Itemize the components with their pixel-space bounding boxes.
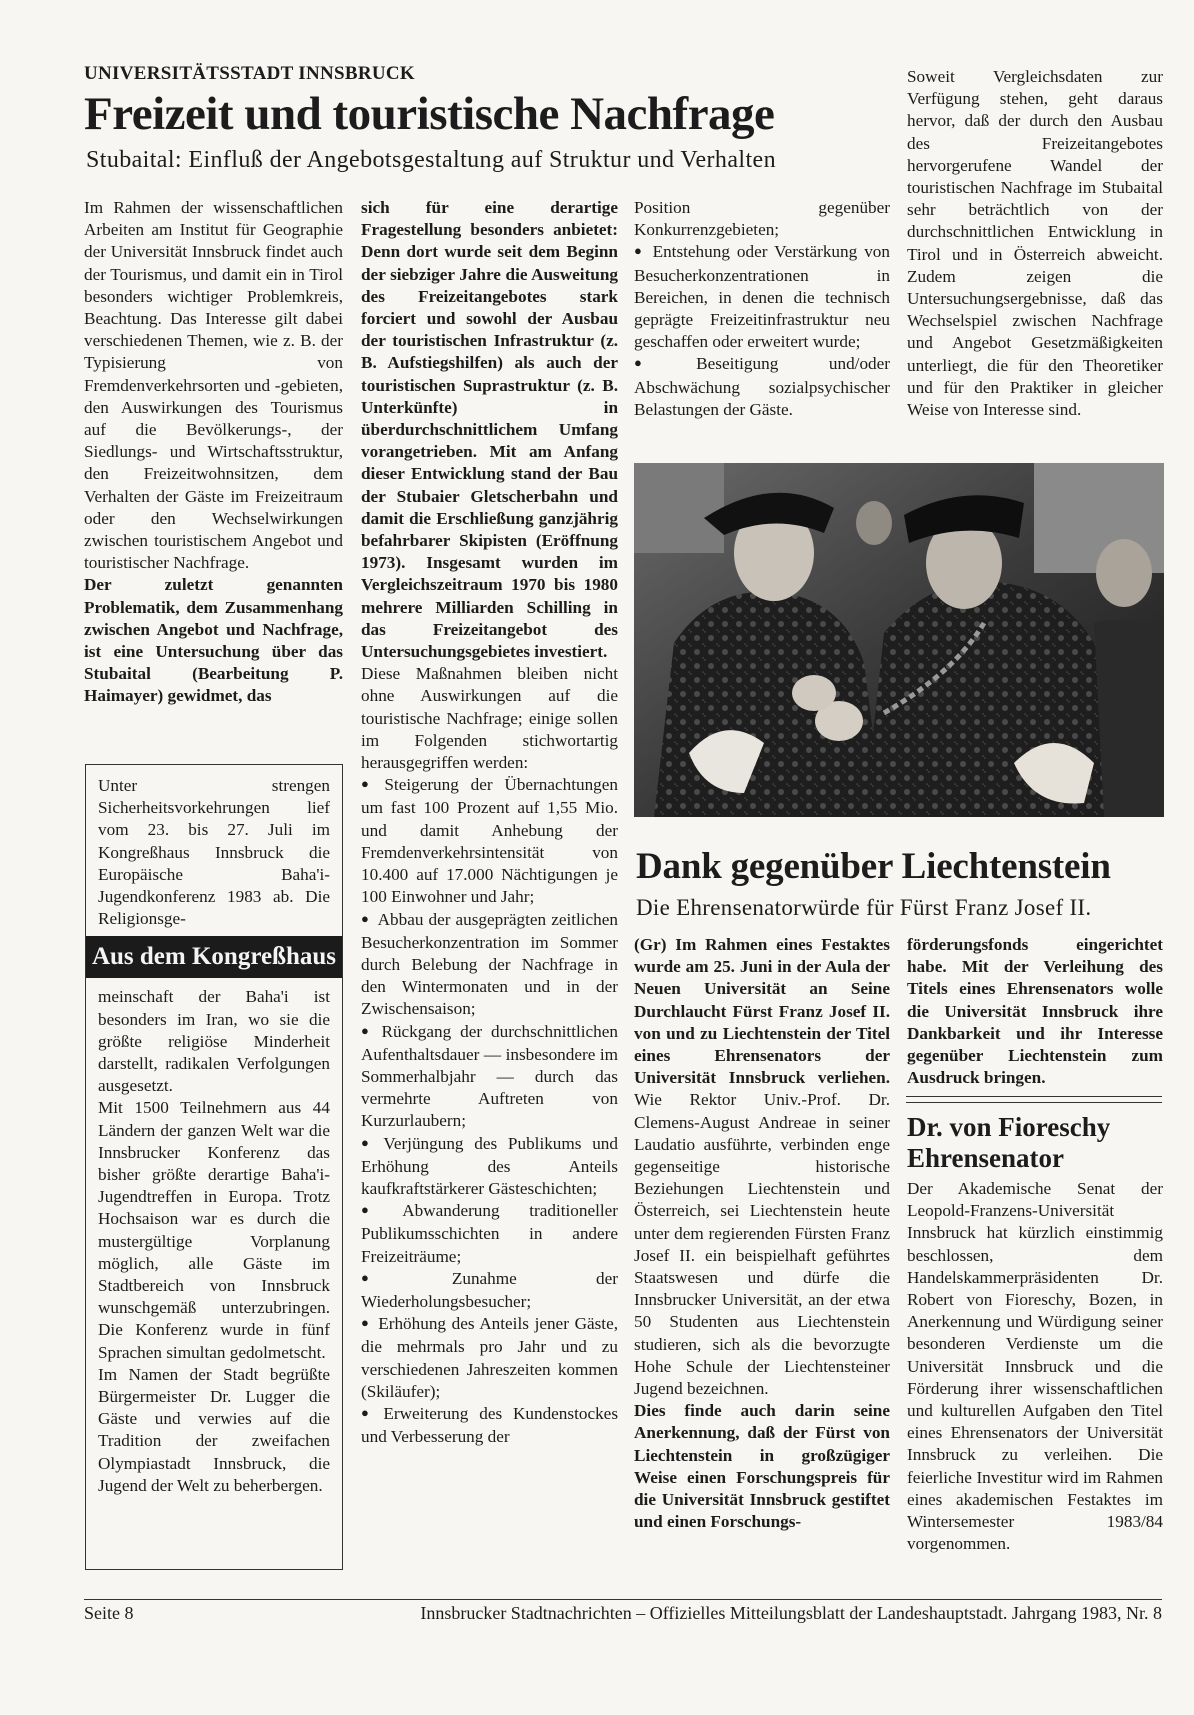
page-number: Seite 8 [84,1603,134,1623]
dank-paragraph-bold: Dies finde auch darin seine Anerkennung, daß der Fürst von Liechtenstein in großzügiger Weise einen Forschungspreis für die Universität Innsbruck gestiftet und einen Forschungs- [634,1401,890,1532]
dank-paragraph-bold: förderungsfonds eingerichtet habe. Mit der Verleihung des Titels eines Ehrensenators wolle die Universität Innsbruck ihre Dankbarkeit und ihr Interesse gegenüber Liechtenstein zum Ausdruck bringen. [907,935,1163,1088]
fioreschy-paragraph: Der Akademische Senat der Leopold-Franzens-Universität Innsbruck hat kürzlich einstimmig beschlossen, dem Handelskammerpräsidenten Dr. Robert von Fioreschy, Bozen, in Anerkennung und Würdigung seiner besonderen Verdienste um die Universität Innsbruck und die Förderung ihrer wissenschaftlichen und kulturellen Aufgaben den Titel eines Ehrensenators der Universität Innsbruck zu verleihen. Die feierliche Investitur wird im Rahmen eines akademischen Festaktes im Wintersemester 1983/84 vorgenommen. [907,1179,1163,1554]
headline: Freizeit und touristische Nachfrage [84,88,775,140]
article-paragraph-bold: sich für eine derartige Fragestellung besonders anbietet: Denn dort wurde seit dem Beginn der siebziger Jahre die Ausweitung des Freizeitangebotes stark forciert und sowohl der Ausbau der touristischen Infrastruktur (z. B. Aufstiegshilfen) als auch der touristischen Suprastruktur (z. B. Unterkünfte) in überdurchschnittlichem Umfang vorangetrieben. Mit am Anfang dieser Entwicklung stand der Bau der Stubaier Gletscherbahn und damit die Erschließung ganzjährig befahrbarer Skipisten (Eröffnung 1973). Insgesamt wurden im Vergleichszeitraum 1970 bis 1980 mehrere Milliarden Schilling in das Freizeitangebot des Untersuchungsgebietes investiert. [361,198,618,662]
publication-line: Innsbrucker Stadtnachrichten – Offizielles Mitteilungsblatt der Landeshauptstadt. Jahrgang 1983, Nr. 8 [420,1603,1162,1623]
bullet-item: ● Verjüngung des Publikums und Erhöhung des Anteils kaufkraftstärkerer Gästeschichten; [361,1133,618,1201]
section-kicker: UNIVERSITÄTSSTADT INNSBRUCK [84,63,416,84]
article-column-4 [907,66,1163,421]
dank-lead: (Gr) Im Rahmen eines Festaktes wurde am 25. Juni in der Aula der Neuen Universität an Seine Durchlaucht Fürst Franz Josef II. von und zu Liechtenstein der Titel eines Ehrensenators der Universität Innsbruck verliehen. [634,935,890,1088]
article-column-2 [361,197,618,1448]
fioreschy-headline: Dr. von Fioreschy Ehrensenator [907,1112,1111,1173]
kongress-paragraph: Im Namen der Stadt begrüßte Bürgermeister Dr. Lugger die Gäste und verwies auf die Tradition der zweifachen Olympiastadt Innsbruck, die Jugend der Welt zu beherbergen. [98,1364,330,1495]
dank-paragraph [634,934,890,1400]
article-paragraph: Soweit Vergleichsdaten zur Verfügung stehen, geht daraus hervor, daß der durch den Ausbau des Freizeitangebotes hervorgerufene Wandel der touristischen Nachfrage im Stubaital sehr beträchtlich von der durchschnittlichen Entwicklung in Tirol und in Österreich abweicht. Zudem zeigen die Untersuchungsergebnisse, daß das Wechselspiel zwischen Nachfrage und Angebot Gesetzmäßigkeiten unterliegt, die für den Theoretiker und für den Praktiker in gleicher Weise von Interesse sind. [907,67,1163,420]
kongress-title: Aus dem Kongreßhaus [86,936,342,978]
bullet-item: ● Beseitigung und/oder Abschwächung sozialpsychischer Belastungen der Gäste. [634,353,890,421]
kongress-intro: Unter strengen Sicherheitsvorkehrungen lief vom 23. bis 27. Juli im Kongreßhaus Innsbruck die Europäische Baha'i-Jugendkonferenz 1983 ab. Die Religionsge- [98,776,330,929]
bullet-item: ● Rückgang der durchschnittlichen Aufenthaltsdauer — insbesondere im Sommerhalbjahr — durch das vermehrte Auftreten von Kurzurlaubern; [361,1021,618,1133]
subheadline: Stubaital: Einfluß der Angebotsgestaltung auf Struktur und Verhalten [86,147,776,173]
dank-headline: Dank gegenüber Liechtenstein [636,846,1111,887]
bullet-item: ● Zunahme der Wiederholungsbesucher; [361,1268,618,1313]
kongress-intro-block [86,765,342,930]
article-column-1 [84,197,343,708]
footer-rule [84,1599,1162,1600]
dank-subheadline: Die Ehrensenatorwürde für Fürst Franz Josef II. [636,895,1092,920]
bullet-item: ● Erhöhung des Anteils jener Gäste, die mehrmals pro Jahr und zu verschiedenen Jahreszeiten kommen (Skiläufer); [361,1313,618,1403]
ceremony-photo [634,463,1164,817]
dank-column-2 [907,934,1163,1089]
fioreschy-column [907,1178,1163,1555]
section-divider [906,1096,1162,1103]
bullet-item: ● Steigerung der Übernachtungen um fast 100 Prozent auf 1,55 Mio. und damit Anhebung der Fremdenverkehrsintensität von 10.400 auf 17.000 Nächtigungen je 100 Einwohner und Jahr; [361,774,618,908]
bullet-item: ● Abbau der ausgeprägten zeitlichen Besucherkonzentration im Sommer durch Belebung der Nachfrage in den Wintermonaten und in der Zwischensaison; [361,909,618,1021]
article-paragraph: Im Rahmen der wissenschaftlichen Arbeiten am Institut für Geographie der Universität Innsbruck findet auch der Tourismus, und damit ein in Tirol besonders wichtiger Problemkreis, Beachtung. Das Interesse gilt dabei verschiedenen Themen, wie z. B. der Typisierung von Fremdenverkehrsorten und -gebieten, den Auswirkungen des Tourismus auf die Bevölkerungs-, der Siedlungs- und Wirtschaftsstruktur, den Freizeitwohnsitzen, dem Verhalten der Gäste im Freizeitraum oder den Wechselwirkungen zwischen touristischem Angebot und touristischer Nachfrage. [84,198,343,573]
kongress-paragraph: meinschaft der Baha'i ist besonders im Iran, wo sie die größte religiöse Minderheit darstellt, radikalen Verfolgungen ausgesetzt. [98,987,330,1096]
article-paragraph: Position gegenüber Konkurrenzgebieten; [634,198,890,240]
article-paragraph-bold: Der zuletzt genannten Problematik, dem Zusammenhang zwischen Angebot und Nachfrage, ist eine Untersuchung über das Stubaital (Bearbeitung P. Haimayer) gewidmet, das [84,575,343,706]
dank-body: Wie Rektor Univ.-Prof. Dr. Clemens-August Andreae in seiner Laudatio ausführte, verbinden enge gegenseitige historische Beziehungen Liechtenstein und Österreich, sei Liechtenstein heute unter dem regierenden Fürsten Franz Josef II. ein beispielhaft geführtes Staatswesen und dürfe die Innsbrucker Universität, an der etwa 50 Studenten aus Liechtenstein studieren, sich als die bevorzugte Hohe Schule der Liechtensteiner Jugend bezeichnen. [634,1090,890,1399]
bullet-item: ● Abwanderung traditioneller Publikumsschichten in andere Freizeiträume; [361,1200,618,1268]
kongress-paragraph: Mit 1500 Teilnehmern aus 44 Ländern der ganzen Welt war die Innsbrucker Konferenz das bisher größte derartige Baha'i-Jugendtreffen in Europa. Trotz Hochsaison war es durch die mustergültige Vorplanung möglich, alle Gäste im Stadtbereich von Innsbruck wunschgemäß unterzubringen. Die Konferenz wurde in fünf Sprachen simultan gedolmetscht. [98,1098,330,1362]
bullet-item: ● Entstehung oder Verstärkung von Besucherkonzentrationen in Bereichen, in denen die technisch geprägte Freizeitinfrastruktur neu geschaffen oder erweitert wurde; [634,241,890,353]
article-column-3 [634,197,890,421]
dank-column-1 [634,934,890,1533]
photo-illustration [634,463,1164,817]
kongress-body [86,986,342,1497]
kongress-box [85,764,343,1570]
bullet-item: ● Erweiterung des Kundenstockes und Verbesserung der [361,1403,618,1448]
article-paragraph: Diese Maßnahmen bleiben nicht ohne Auswirkungen auf die touristische Nachfrage; einige sollen im Folgenden stichwortartig herausgegriffen werden: [361,664,618,773]
